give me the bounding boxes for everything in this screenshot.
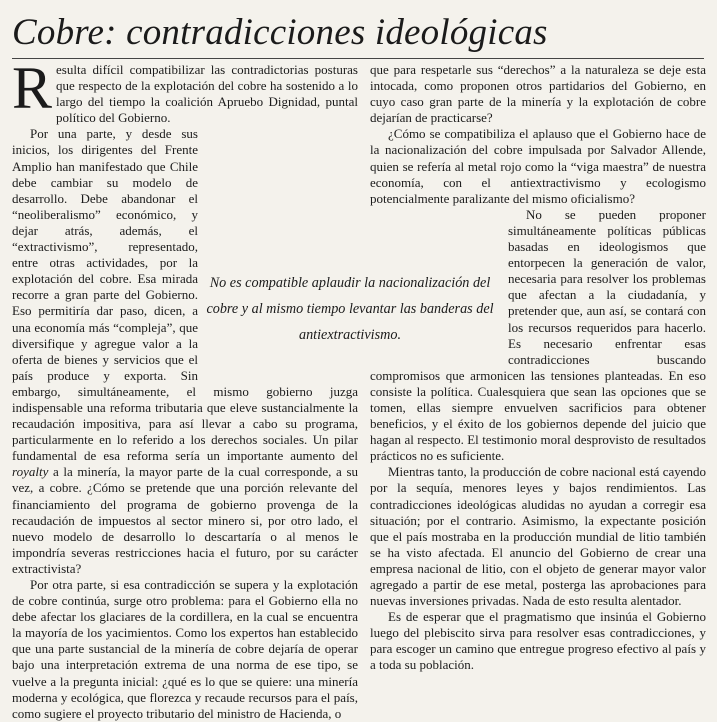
- paragraph-text: esulta difícil compatibilizar las contradictorias posturas que respecto de la explotación del cobre ha sostenido a lo largo del tiempo la coalición Apruebo Dignidad, puntal político del Gobierno.: [56, 62, 358, 126]
- title-rule: [12, 58, 704, 59]
- left-paragraph-3: Por otra parte, si esa contradicción se supera y la explotación de cobre continúa, surge otro problema: para el Gobierno ella no debe afectar los glaciares de la cordillera, en la cual se encuentra la mayoría de los yacimientos. Como los expertos han establecido que una parte sustancial de la minería de cobre dejaría de operar bajo una interpretación extrema de una norma de ese tipo, se vuelve a la pregunta inicial: ¿qué es lo que se quiere: una minería moderna y ecológica, que florezca y recaude recursos para el país, como sugiere el proyecto tributario del ministro de Hacienda, o: [12, 577, 358, 721]
- paragraph-text: Por una parte, y desde sus inicios, los dirigentes del Frente Amplio han manifestado que Chile debe cambiar su modelo de desarrollo. Debe abandonar el “neoliberalismo” económico, y dejar atrás, además, el “extractivismo”, representado, entre otras actividades, por la explotación del cobre. Esa mirada recorre a gran parte del Gobierno. Eso permitiría dar paso, dicen, a una economía más “compleja”, que diversifique y agregue valor a la oferta de bienes y servicios que el país produce y exporta. Sin embargo, simultáneamente, el mismo gobierno juzga indispensable una reforma tributaria que eleve sustancialmente la recaudación impositiva, para así llevar a cabo su programa, particularmente en lo referido a los derechos sociales. Un pilar fundamental de esa reforma sería un importante aumento del: [12, 126, 358, 464]
- left-column: [12, 55, 359, 722]
- right-column: [370, 62, 706, 674]
- right-paragraph-5: Es de esperar que el pragmatismo que insinúa el Gobierno luego del plebiscito sirva para resolver esas contradicciones, y para escoger un camino que entregue progreso efectivo al país y a toda su población.: [370, 609, 706, 673]
- pull-quote: No es compatible aplaudir la nacionalización del cobre y al mismo tiempo levantar las banderas del antiextractivismo.: [206, 275, 494, 343]
- paragraph-text: No se pueden proponer simultáneamente políticas públicas basadas en ideologismos que entorpecen la generación de valor, necesaria para resolver los problemas que afectan a la ciudadanía, y pretender que, aun así, se contará con los recursos requeridos para hacerlo. Es necesario enfrentar esas contradicciones buscando compromisos que armonicen las tensiones planteadas. En eso consiste la política. Cualesquiera que sean las opciones que se tomen, ellas siempre envuelven sacrificios para obtener beneficios, y el éxito de los gobiernos depende del juicio que hagan al respecto. El testimonio moral desprovisto de resultados prácticos no es suficiente.: [370, 206, 706, 464]
- royalty-term: royalty: [12, 464, 49, 480]
- article-title: Cobre: contradicciones ideológicas: [12, 12, 548, 53]
- paragraph-text: a la minería, la mayor parte de la cual corresponde, a su vez, a cobre. ¿Cómo se pretende que una porción relevante del financiamiento del programa de gobierno provenga de la recaudación de impuestos al sector minero si, por otro lado, el nuevo modelo de desarrollo lo descartaría o al menos le impondría severas restricciones hacia el futuro, por su carácter extractivista?: [12, 464, 359, 576]
- right-paragraph-2: ¿Cómo se compatibiliza el aplauso que el Gobierno hace de la nacionalización del cobre impulsada por Salvador Allende, quien se refería al metal rojo como la “viga maestra” de nuestra economía, con el antiextractivismo y ecologismo potencialmente paralizante del mismo oficialismo?: [370, 126, 706, 206]
- right-paragraph-1: que para respetarle sus “derechos” a la naturaleza se deje esta intocada, como proponen otros partidarios del Gobierno, en cuyo caso gran parte de la minería y la explotación de cobre dejarían de practicarse?: [370, 62, 706, 126]
- left-paragraph-1: [12, 55, 358, 126]
- right-paragraph-4: Mientras tanto, la producción de cobre nacional está cayendo por la sequía, menores leyes y bajos rendimientos. Las contradicciones ideológicas aludidas no ayudan a corregir esa situación; por el contrario. Asimismo, la expectante posición que el país mostraba en la producción mundial de litio también se ha visto afectada. El anuncio del Gobierno de crear una empresa nacional de litio, con el objeto de generar mayor valor agregado a partir de ese metal, posterga las aprobaciones para nuevas inversiones privadas. Nada de esto resulta alentador.: [370, 464, 707, 609]
- drop-cap: R: [12, 55, 53, 121]
